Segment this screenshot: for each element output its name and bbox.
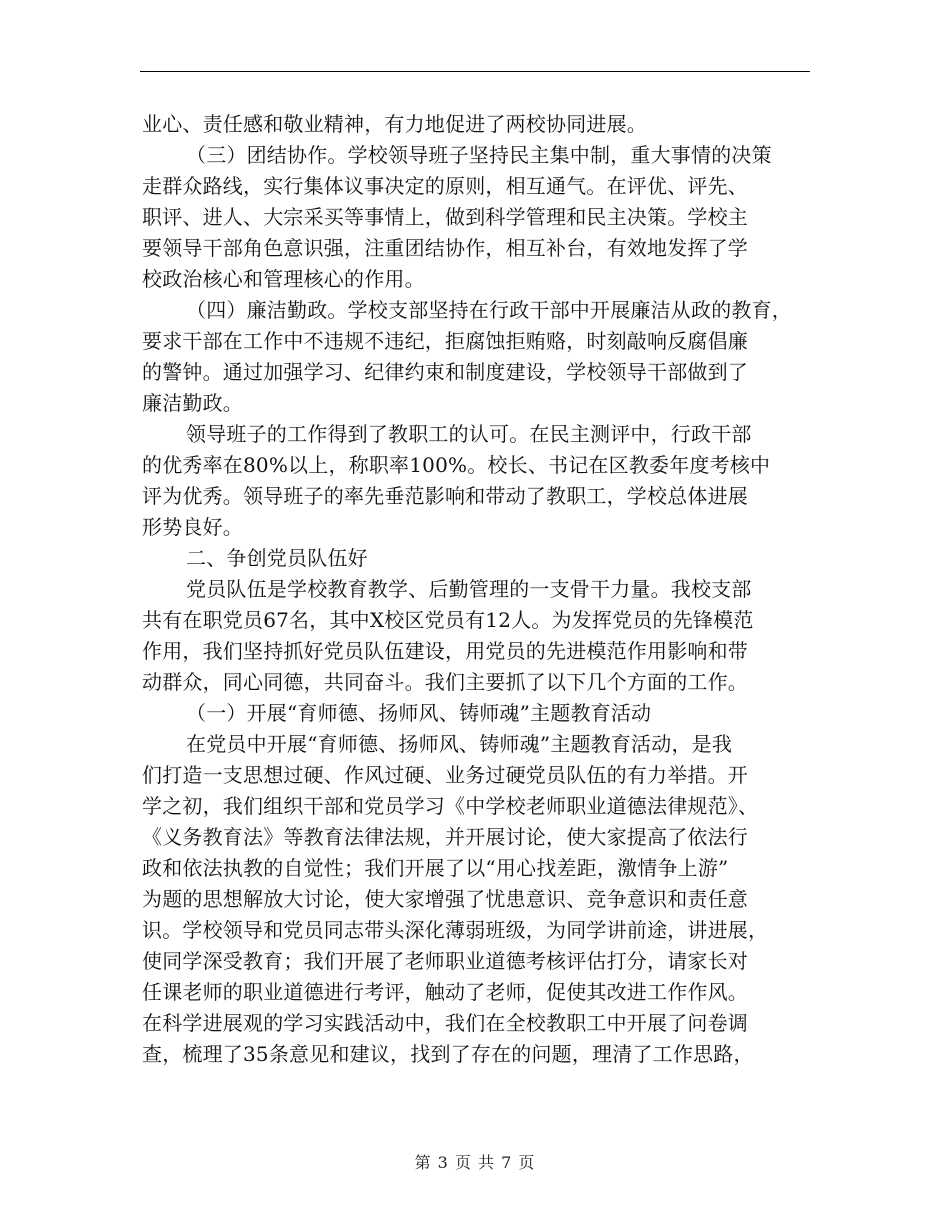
text-line: （四）廉洁勤政。学校支部坚持在行政干部中开展廉洁从政的教育， [186,298,792,322]
section-heading: 二、争创党员队伍好 [186,546,368,570]
text-line: 领导班子的工作得到了教职工的认可。在民主测评中，行政干部 [186,422,752,446]
text-line: 作用，我们坚持抓好党员队伍建设，用党员的先进模范作用影响和带 [142,639,748,663]
text-line: 党员队伍是学校教育教学、后勤管理的一支骨干力量。我校支部 [186,577,752,601]
text-line: 学之初，我们组织干部和党员学习《中学校老师职业道德法律规范》、 [142,794,759,818]
text-line: 《义务教育法》等教育法律法规，并开展讨论，使大家提高了依法行 [142,825,748,849]
body-text [142,109,822,1070]
text-line: 识。学校领导和党员同志带头深化薄弱班级，为同学讲前途，讲进展， [142,918,769,942]
text-line: 政和依法执教的自觉性；我们开展了以“用心找差距，激情争上游” [142,856,729,880]
subsection-heading: （一）开展“育师德、扬师风、铸师魂”主题教育活动 [186,701,652,725]
text-line: 为题的思想解放大讨论，使大家增强了忧患意识、竞争意识和责任意 [142,887,748,911]
text-line: 廉洁勤政。 [142,391,243,415]
text-line: 业心、责任感和敬业精神，有力地促进了两校协同进展。 [142,112,647,136]
text-line: 使同学深受教育；我们开展了老师职业道德考核评估打分，请家长对 [142,949,748,973]
text-line: 走群众路线，实行集体议事决定的原则，相互通气。在评优、评先、 [142,174,748,198]
text-line: 职评、进人、大宗采买等事情上，做到科学管理和民主决策。学校主 [142,205,748,229]
text-line: 形势良好。 [142,515,243,539]
text-line: 动群众，同心同德，共同奋斗。我们主要抓了以下几个方面的工作。 [142,670,748,694]
text-line: （三）团结协作。学校领导班子坚持民主集中制，重大事情的决策 [186,143,772,167]
text-line: 共有在职党员67名，其中X校区党员有12人。为发挥党员的先锋模范 [142,608,754,632]
text-line: 查，梳理了35条意见和建议，找到了存在的问题，理清了工作思路， [142,1042,754,1066]
text-line: 在党员中开展“育师德、扬师风、铸师魂”主题教育活动，是我 [186,732,733,756]
text-line: 要求干部在工作中不违规不违纪，拒腐蚀拒贿赂，时刻敲响反腐倡廉 [142,329,748,353]
text-line: 的优秀率在80%以上，称职率100%。校长、书记在区教委年度考核中 [142,453,771,477]
text-line: 的警钟。通过加强学习、纪律约束和制度建设，学校领导干部做到了 [142,360,748,384]
text-line: 要领导干部角色意识强，注重团结协作，相互补台，有效地发挥了学 [142,236,748,260]
text-line: 在科学进展观的学习实践活动中，我们在全校教职工中开展了问卷调 [142,1011,748,1035]
text-line: 们打造一支思想过硬、作风过硬、业务过硬党员队伍的有力举措。开 [142,763,748,787]
text-line: 校政治核心和管理核心的作用。 [142,267,425,291]
header-rule [140,71,810,72]
text-line: 任课老师的职业道德进行考评，触动了老师，促使其改进工作作风。 [142,980,748,1004]
page-footer: 第 3 页 共 7 页 [414,1153,536,1172]
text-line: 评为优秀。领导班子的率先垂范影响和带动了教职工，学校总体进展 [142,484,748,508]
